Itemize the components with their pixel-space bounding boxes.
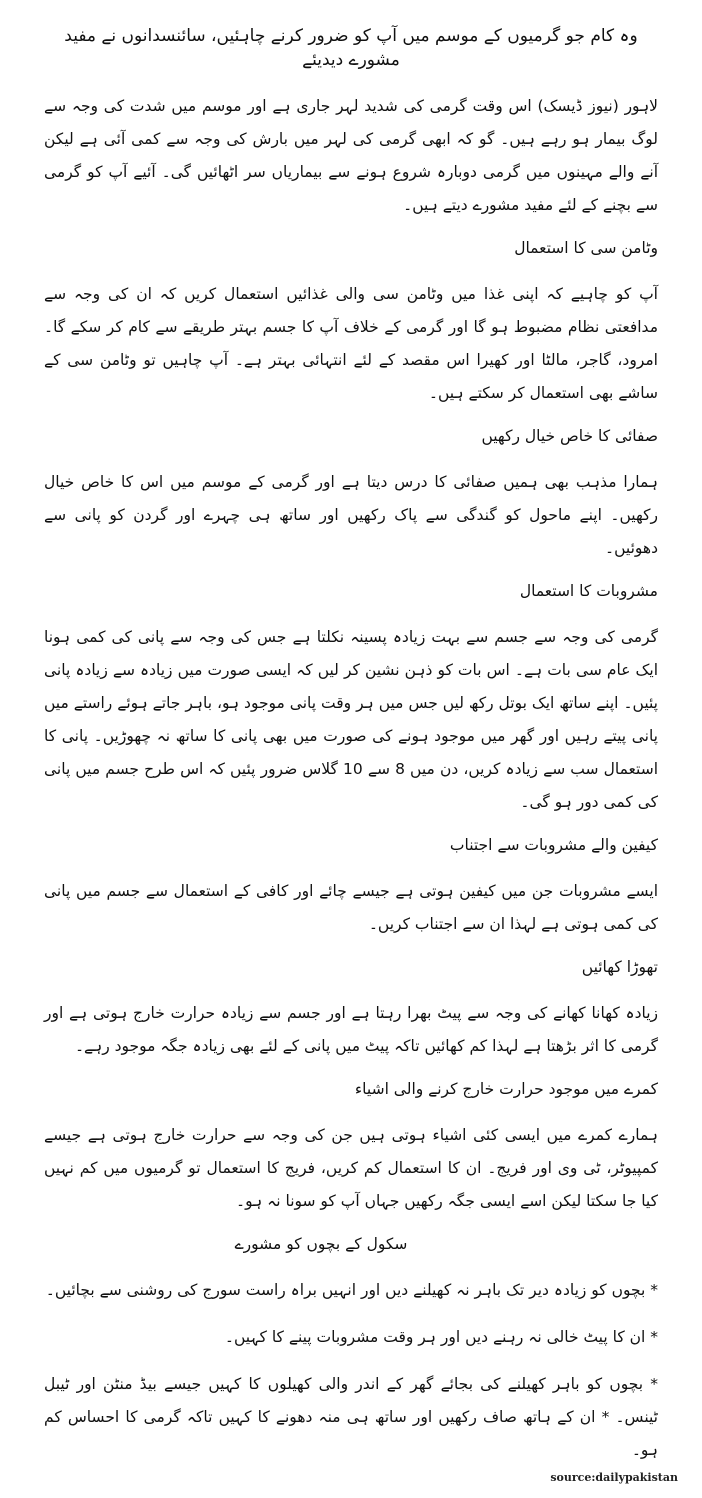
section-heading-cleanliness: صفائی کا خاص خیال رکھیں (481, 427, 658, 445)
source-credit: source:dailypakistan (550, 1471, 678, 1484)
section-body-drinks: گرمی کی وجہ سے جسم سے بہت زیادہ پسینہ نکلتا ہے جس کی وجہ سے پانی کی کمی ہونا ایک عام سی بات ہے۔ اس بات کو ذہن نشین کر لیں کہ ایسی صورت میں زیادہ سے زیادہ پانی پئیں۔ اپنے ساتھ ایک بوتل رکھ لیں جس میں ہر وقت پانی موجود ہو، باہر جاتے ہوئے راستے میں پانی پیتے رہیں اور گھر میں موجود ہونے کی صورت میں بھی پانی کا ساتھ نہ چھوڑیں۔ پانی کا استعمال سب سے زیادہ کریں، دن میں 8 سے 10 گلاس ضرور پئیں کہ اس طرح جسم میں پانی کی کمی دور ہو گی۔ (44, 628, 658, 811)
school-children-heading: سکول کے بچوں کو مشورے (234, 1235, 408, 1253)
section-body-heat-items: ہمارے کمرے میں ایسی کئی اشیاء ہوتی ہیں جن کی وجہ سے حرارت خارج ہوتی ہے جیسے کمپیوٹر، ٹی وی اور فریج۔ ان کا استعمال کم کریں، فریج کا استعمال تو گرمیوں میں کم نہیں کیا جا سکتا لیکن اسے ایسی جگہ رکھیں جہاں آپ کو سونا نہ ہو۔ (44, 1126, 658, 1210)
section-heading-caffeine: کیفین والے مشروبات سے اجتناب (449, 836, 658, 854)
bullet-item: * بچوں کو زیادہ دیر تک باہر نہ کھیلنے دیں اور انہیں براہ راست سورج کی روشنی سے بچائیں۔ (45, 1281, 658, 1299)
section-heading-vitamin-c: وٹامن سی کا استعمال (514, 239, 658, 257)
article-title: وہ کام جو گرمیوں کے موسم میں آپ کو ضرور کرنے چاہئیں، سائنسدانوں نے مفید مشورے دیدیئے (64, 26, 638, 70)
section-body-caffeine: ایسے مشروبات جن میں کیفین ہوتی ہے جیسے چائے اور کافی کے استعمال سے جسم میں پانی کی کمی ہوتی ہے لہذا ان سے اجتناب کریں۔ (44, 882, 658, 933)
section-heading-drinks: مشروبات کا استعمال (519, 582, 658, 600)
section-body-eat-less: زیادہ کھانا کھانے کی وجہ سے پیٹ بھرا رہتا ہے اور جسم سے زیادہ حرارت خارج ہوتی ہے اور گرمی کا اثر بڑھتا ہے لہذا کم کھائیں تاکہ پیٹ میں پانی کے لئے بھی زیادہ جگہ موجود رہے۔ (44, 1004, 658, 1055)
section-body-vitamin-c: آپ کو چاہیے کہ اپنی غذا میں وٹامن سی والی غذائیں استعمال کریں کہ ان کی وجہ سے مدافعتی نظام مضبوط ہو گا اور گرمی کے خلاف آپ کا جسم بہتر طریقے سے کام کر سکے گا۔ امرود، گاجر، مالٹا اور کھیرا اس مقصد کے لئے انتہائی بہتر ہے۔ آپ چاہیں تو وٹامن سی کے ساشے بھی استعمال کر سکتے ہیں۔ (44, 285, 658, 402)
section-heading-eat-less: تھوڑا کھائیں (581, 958, 658, 976)
section-body-cleanliness: ہمارا مذہب بھی ہمیں صفائی کا درس دیتا ہے اور گرمی کے موسم میں اس کا خاص خیال رکھیں۔ اپنے ماحول کو گندگی سے پاک رکھیں اور ساتھ ہی چہرے اور گردن کو پانی سے دھوئیں۔ (44, 473, 658, 557)
article-intro: لاہور (نیوز ڈیسک) اس وقت گرمی کی شدید لہر جاری ہے اور موسم میں شدت کی وجہ سے لوگ بیمار ہو رہے ہیں۔ گو کہ ابھی گرمی کی لہر میں بارش کی وجہ سے کمی آئی ہے لیکن آنے والے مہینوں میں گرمی دوبارہ شروع ہونے سے بیماریاں سر اٹھائیں گی۔ آئیے آپ کو گرمی سے بچنے کے لئے مفید مشورے دیتے ہیں۔ (44, 97, 658, 214)
bullet-item: * بچوں کو باہر کھیلنے کی بجائے گھر کے اندر والی کھیلوں کا کہیں جیسے بیڈ منٹن اور ٹیبل ٹینس۔ * ان کے ہاتھ صاف رکھیں اور ساتھ ہی منہ دھونے کا کہیں تاکہ گرمی کا احساس کم ہو۔ (44, 1375, 658, 1459)
section-heading-heat-items: کمرے میں موجود حرارت خارج کرنے والی اشیاء (354, 1080, 658, 1098)
bullet-item: * ان کا پیٹ خالی نہ رہنے دیں اور ہر وقت مشروبات پینے کا کہیں۔ (224, 1328, 658, 1346)
